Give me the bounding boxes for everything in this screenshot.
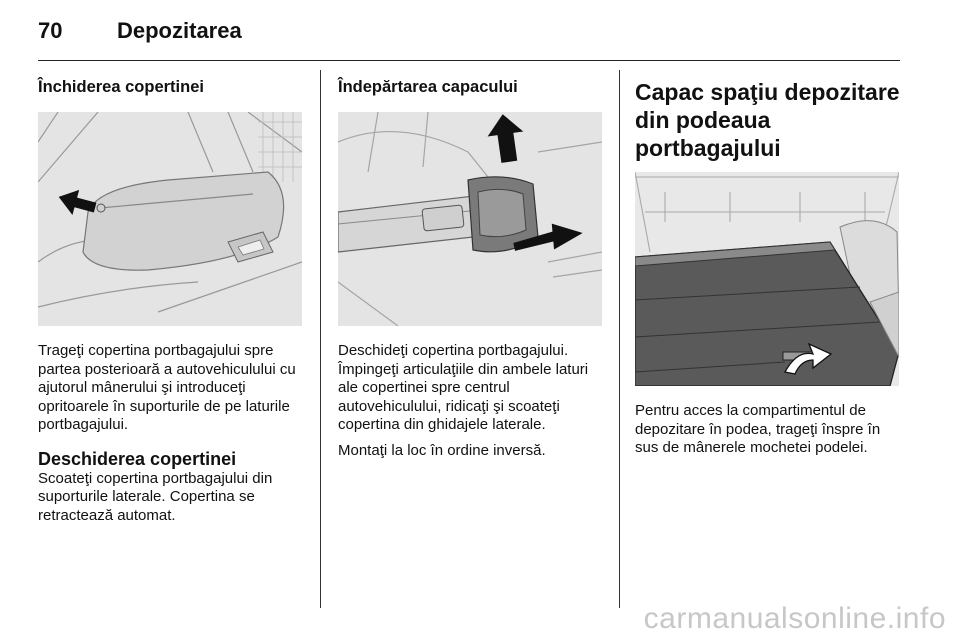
column-1 — [38, 76, 306, 525]
section-heading-closing-cover: Închiderea copertinei — [38, 78, 204, 96]
section-heading-floor-storage — [635, 78, 901, 162]
illustration-cover-closing — [38, 112, 302, 326]
instruction-text: Montaţi la loc în ordine inversă. — [338, 441, 546, 459]
illustration-floor-cover — [635, 172, 899, 386]
illustration-cover-removal — [338, 112, 602, 326]
column-3 — [635, 78, 901, 458]
page-number: 70 — [38, 18, 63, 43]
heading-line-2: din podeaua portbagajului — [635, 107, 781, 161]
header-rule — [38, 60, 900, 61]
section-heading-opening-cover: Deschiderea copertinei — [38, 448, 237, 469]
page-title: Depozitarea — [117, 18, 242, 43]
heading-line-1: Capac spaţiu depozitare — [635, 79, 900, 105]
column-2 — [338, 76, 606, 460]
section-heading-removing-cover: Îndepărtarea capacului — [338, 78, 518, 96]
instruction-text: Pentru acces la compartimentul de depozitare în podea, trageţi înspre în sus de mânerele mochetei podelei. — [635, 402, 881, 456]
column-divider — [619, 70, 620, 608]
instruction-text: Scoateţi copertina portbagajului din suporturile laterale. Copertina se retractează automat. — [38, 469, 273, 524]
instruction-text: Trageţi copertina portbagajului spre partea posterioară a autovehiculului cu ajutorul mânerului şi introduceţi opritoarele în suporturile de pe laturile portbagajului. — [38, 342, 296, 433]
instruction-text: Deschideţi copertina portbagajului. Împingeţi articulaţiile din ambele laturi ale copertinei spre centrul autovehiculului, ridicaţi şi scoateţi copertina din ghidajele laterale. — [338, 342, 589, 433]
watermark: carmanualsonline.info — [643, 602, 946, 635]
column-divider — [320, 70, 321, 608]
